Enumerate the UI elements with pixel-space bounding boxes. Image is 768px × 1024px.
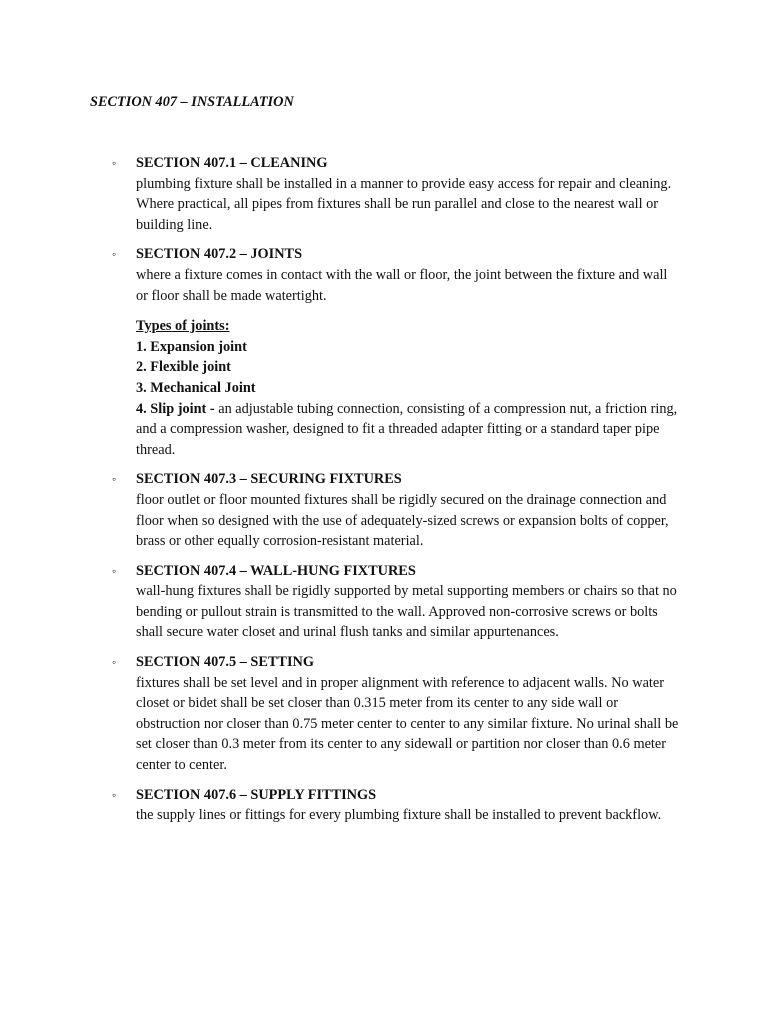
section-body: plumbing fixture shall be installed in a manner to provide easy access for repair and cleaning. Where practical, all pipes from fixtures shall be run parallel and close to the nearest wall or building line. (136, 175, 672, 233)
joint-type-item (136, 378, 682, 399)
bullet-icon: ◦ (112, 563, 117, 578)
section-body: fixtures shall be set level and in proper alignment with reference to adjacent walls. No water closet or bidet shall be set closer than 0.315 meter from its center to any side wall or obstruction nor closer than 0.75 meter center to center to any similar fixture. No urinal shall be set closer than 0.3 meter from its center to any sidewall or partition nor closer than 0.6 meter center to center. (136, 674, 679, 774)
section-body: wall-hung fixtures shall be rigidly supported by metal supporting members or chairs so that no bending or pullout strain is transmitted to the wall. Approved non-corrosive screws or bolts shall secure water closet and urinal flush tanks and similar appurtenances. (136, 583, 677, 641)
section-heading: SECTION 407.1 – CLEANING (136, 155, 328, 171)
section-list (0, 153, 768, 835)
joint-types-heading: Types of joints: (136, 318, 230, 335)
section-407-6 (0, 785, 768, 826)
section-407-4 (0, 561, 768, 643)
joint-type-label: 2. Flexible joint (136, 359, 231, 376)
section-body: floor outlet or floor mounted fixtures shall be rigidly secured on the drainage connection and floor when so designed with the use of adequately-sized screws or expansion bolts of copper, brass or other equally corrosion-resistant material. (136, 491, 669, 550)
bullet-icon: ◦ (112, 655, 117, 670)
section-body: where a fixture comes in contact with the wall or floor, the joint between the fixture and wall or floor shall be made watertight. (136, 266, 668, 304)
bullet-icon: ◦ (112, 247, 117, 262)
joint-type-item (136, 357, 682, 378)
joint-type-label: 4. Slip joint - (136, 400, 215, 417)
bullet-icon: ◦ (112, 787, 117, 802)
section-body: the supply lines or fittings for every plumbing fixture shall be installed to prevent backflow. (136, 807, 662, 824)
section-heading: SECTION 407.3 – SECURING FIXTURES (136, 471, 402, 488)
section-407-3 (0, 469, 768, 551)
joint-type-item (136, 399, 682, 461)
section-heading: SECTION 407.2 – JOINTS (136, 246, 303, 263)
joint-type-label: 3. Mechanical Joint (136, 379, 256, 396)
section-407-1 (0, 153, 768, 235)
joint-type-item (136, 337, 682, 358)
section-407-2 (0, 244, 768, 460)
section-heading: SECTION 407.6 – SUPPLY FITTINGS (136, 786, 377, 803)
bullet-icon: ◦ (112, 472, 117, 487)
page-title: SECTION 407 – INSTALLATION (90, 94, 294, 110)
section-heading: SECTION 407.5 – SETTING (136, 654, 314, 671)
joint-types (136, 316, 682, 460)
joint-type-description: an adjustable tubing connection, consisting of a compression nut, a friction ring, and a compression washer, designed to fit a threaded adapter fitting or a standard taper pipe thread. (136, 400, 678, 458)
section-407-5 (0, 652, 768, 776)
joint-type-label: 1. Expansion joint (136, 338, 247, 355)
bullet-icon: ◦ (112, 156, 117, 170)
section-heading: SECTION 407.4 – WALL-HUNG FIXTURES (136, 562, 416, 579)
